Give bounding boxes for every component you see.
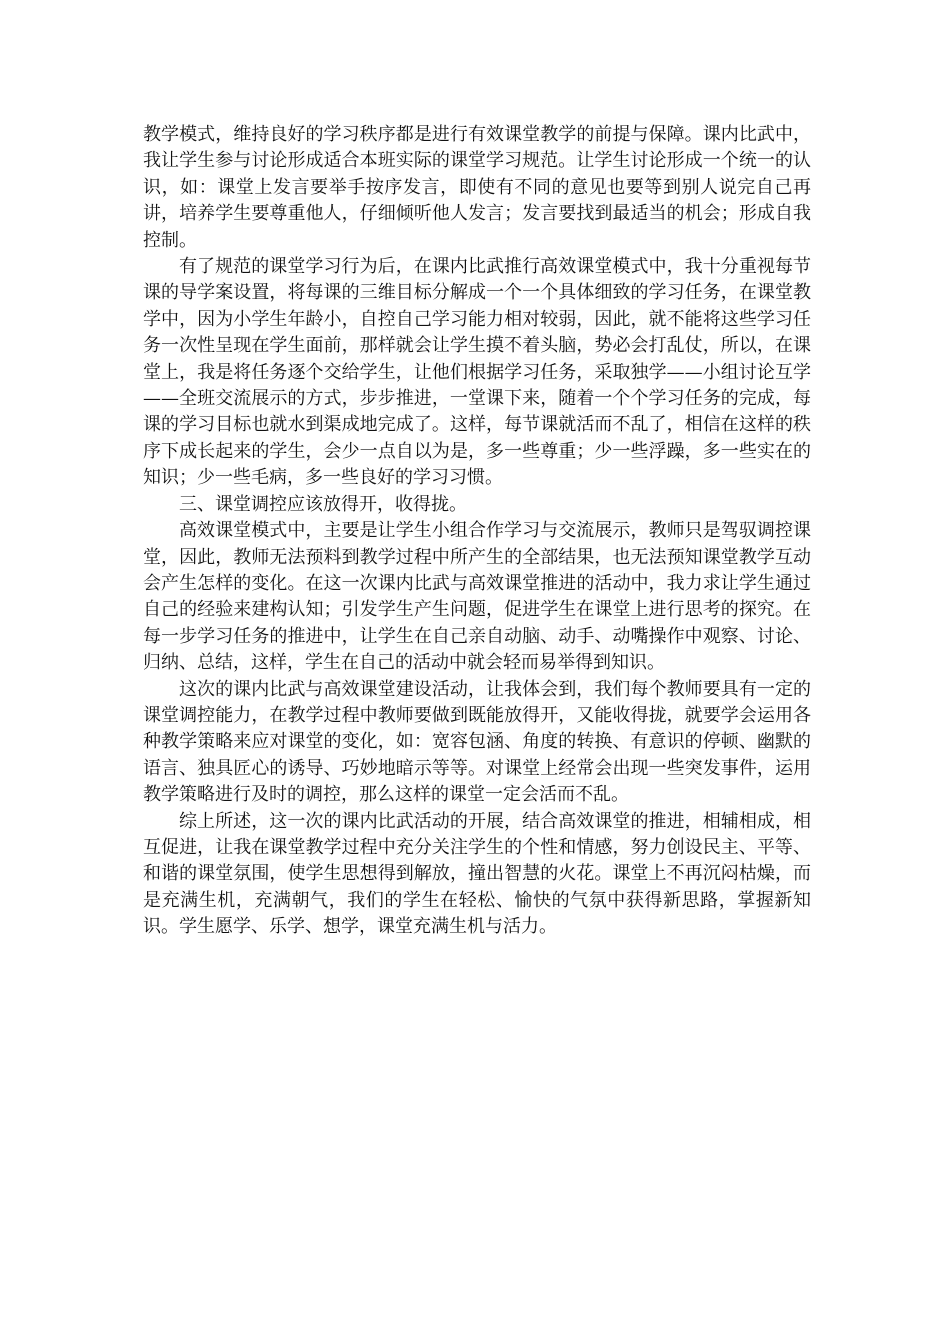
paragraph-efficient-classroom-model: 高效课堂模式中，主要是让学生小组合作学习与交流展示，教师只是驾驭调控课堂，因此，教师无法预料到教学过程中所产生的全部结果，也无法预知课堂教学互动会产生怎样的变化。在这一次课内比武与高效课堂推进的活动中，我力求让学生通过自己的经验来建构认知；引发学生产生问题，促进学生在课堂上进行思考的探究。在每一步学习任务的推进中，让学生在自己亲自动脑、动手、动嘴操作中观察、讨论、归纳、总结，这样，学生在自己的活动中就会轻而易举得到知识。: [143, 520, 811, 674]
paragraph-teacher-control-ability: 这次的课内比武与高效课堂建设活动，让我体会到，我们每个教师要具有一定的课堂调控能力，在教学过程中教师要做到既能放得开，又能收得拢，就要学会运用各种教学策略来应对课堂的变化，如：宽容包涵、角度的转换、有意识的停顿、幽默的语言、独具匠心的诱导、巧妙地暗示等等。对课堂上经常会出现一些突发事件，运用教学策略进行及时的调控，那么这样的课堂一定会活而不乱。: [143, 678, 811, 806]
paragraph-learning-tasks: 有了规范的课堂学习行为后，在课内比武推行高效课堂模式中，我十分重视每节课的导学案设置，将每课的三维目标分解成一个一个具体细致的学习任务，在课堂教学中，因为小学生年龄小，自控自己学习能力相对较弱，因此，就不能将这些学习任务一次性呈现在学生面前，那样就会让学生摸不着头脑，势必会打乱仗，所以，在课堂上，我是将任务逐个交给学生，让他们根据学习任务，采取独学——小组讨论互学——全班交流展示的方式，步步推进，一堂课下来，随着一个个学习任务的完成，每课的学习目标也就水到渠成地完成了。这样，每节课就活而不乱了，相信在这样的秩序下成长起来的学生，会少一点自以为是，多一些尊重；少一些浮躁，多一些实在的知识；少一些毛病，多一些良好的学习习惯。: [143, 256, 811, 489]
document-page: [143, 122, 811, 941]
paragraph-conclusion: 综上所述，这一次的课内比武活动的开展，结合高效课堂的推进，相辅相成，相互促进，让我在课堂教学过程中充分关注学生的个性和情感，努力创设民主、平等、和谐的课堂氛围，使学生思想得到解放，撞出智慧的火花。课堂上不再沉闷枯燥，而是充满生机，充满朝气，我们的学生在轻松、愉快的气氛中获得新思路，掌握新知识。学生愿学、乐学、想学，课堂充满生机与活力。: [143, 810, 811, 938]
paragraph-classroom-norms: 教学模式，维持良好的学习秩序都是进行有效课堂教学的前提与保障。课内比武中，我让学生参与讨论形成适合本班实际的课堂学习规范。让学生讨论形成一个统一的认识，如：课堂上发言要举手按序发言，即使有不同的意见也要等到别人说完自己再讲，培养学生要尊重他人，仔细倾听他人发言；发言要找到最适当的机会；形成自我控制。: [143, 124, 811, 251]
section-heading-classroom-control: 三、课堂调控应该放得开，收得拢。: [179, 493, 467, 515]
